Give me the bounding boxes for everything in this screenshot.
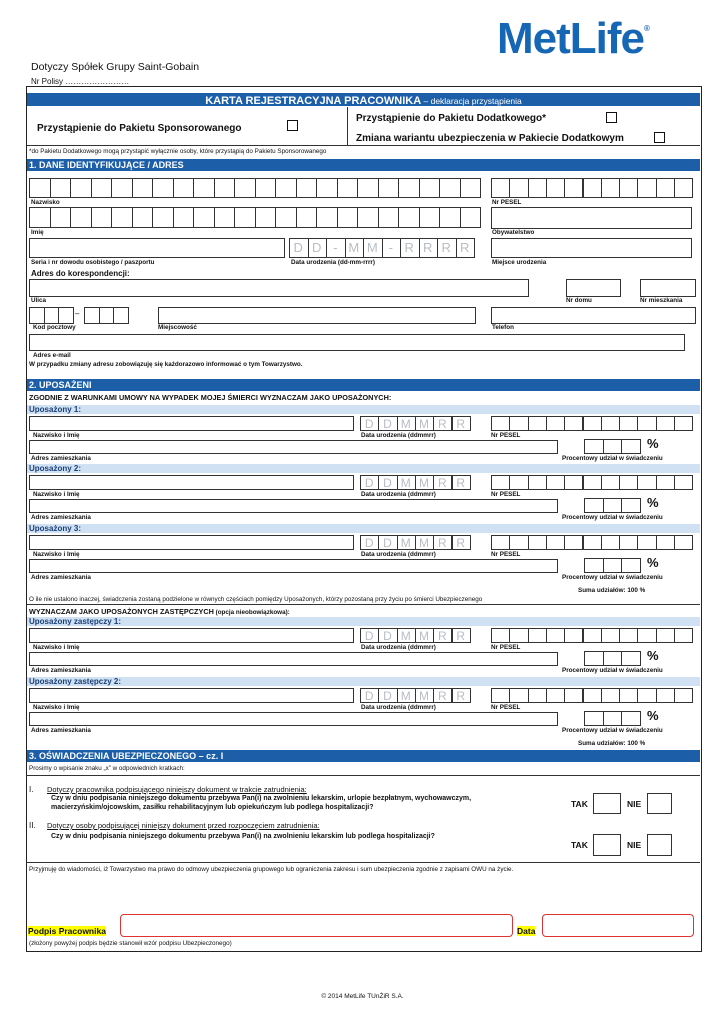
first-name-cell[interactable] xyxy=(337,207,359,228)
surname-label: Nazwisko xyxy=(31,199,60,206)
q2-heading: Dotyczy osoby podpisującej niniejszy dokument przed rozpoczęciem zatrudnienia: xyxy=(47,821,320,830)
divider xyxy=(27,862,700,863)
beneficiary-1-share-label: Procentowy udział w świadczeniu xyxy=(562,455,663,462)
substitute-2-birth-date-placeholder: D xyxy=(383,689,392,703)
pesel-cell[interactable] xyxy=(637,178,656,198)
substitutes-intro: WYZNACZAM JAKO UPOSAŻONYCH ZASTĘPCZYCH (opcja nieobowiązkowa): xyxy=(29,607,290,616)
substitute-2-pesel-cell[interactable] xyxy=(564,688,583,703)
beneficiary-1-pesel-cell[interactable] xyxy=(509,416,528,431)
substitute-2-pesel-cell[interactable] xyxy=(491,688,510,703)
beneficiary-3-pesel-cell[interactable] xyxy=(656,535,675,550)
surname-cell[interactable] xyxy=(50,178,72,198)
first-name-cell[interactable] xyxy=(357,207,379,228)
surname-cell[interactable] xyxy=(316,178,338,198)
beneficiary-3-name-label: Nazwisko i Imię xyxy=(33,551,80,558)
q1-yes-checkbox[interactable] xyxy=(593,793,621,814)
beneficiary-1-pesel-cell[interactable] xyxy=(637,416,656,431)
metlife-logo: MetLife® xyxy=(497,14,650,63)
id-document-label: Seria i nr dowodu osobistego / paszportu xyxy=(31,259,155,266)
correspondence-label: Adres do korespondencji: xyxy=(31,269,130,278)
street-label: Ulica xyxy=(31,297,47,304)
birth-date-placeholder: R xyxy=(404,240,414,255)
substitute-1-address-label: Adres zamieszkania xyxy=(31,667,91,674)
substitute-1-header: Uposażony zastępczy 1: xyxy=(27,617,700,626)
beneficiary-2-pesel-label: Nr PESEL xyxy=(491,491,521,498)
surname-cell[interactable] xyxy=(357,178,379,198)
beneficiary-1-birth-date-placeholder: D xyxy=(364,417,374,431)
birth-date-placeholder: R xyxy=(423,240,433,255)
beneficiary-2-birth-date-label: Data urodzenia (ddmmrr) xyxy=(361,491,436,498)
substitute-2-header: Uposażony zastępczy 2: xyxy=(27,677,700,686)
beneficiary-1-name-field[interactable] xyxy=(29,416,354,431)
surname-cell[interactable] xyxy=(337,178,359,198)
phone-field[interactable] xyxy=(491,307,696,324)
substitute-1-pesel-cell[interactable] xyxy=(564,628,583,643)
pesel-label: Nr PESEL xyxy=(492,199,522,206)
pesel-cell[interactable] xyxy=(509,178,528,198)
options-footnote: *do Pakietu Dodatkowego mogą przystąpić wyłącznie osoby, które przystąpią do Pakietu Sponsorowanego xyxy=(29,148,327,155)
substitute-2-address-field[interactable] xyxy=(29,712,558,726)
first-name-label: Imię xyxy=(31,229,44,236)
policy-line: Nr Polisy …………………… xyxy=(31,77,130,86)
birth-date-placeholder: M xyxy=(348,240,360,255)
substitute-2-pesel-cell[interactable] xyxy=(528,688,547,703)
birth-date-placeholder: R xyxy=(460,240,470,255)
beneficiary-2-birth-date-placeholder: R xyxy=(456,476,465,490)
beneficiary-2-birth-date-placeholder: D xyxy=(383,476,392,490)
first-name-cell[interactable] xyxy=(50,207,72,228)
phone-label: Telefon xyxy=(492,324,514,331)
beneficiary-3-birth-date-placeholder: D xyxy=(383,536,392,550)
beneficiary-3-pesel-cell[interactable] xyxy=(564,535,583,550)
divider xyxy=(27,604,700,605)
substitute-1-pesel-cell[interactable] xyxy=(637,628,656,643)
substitute-1-pesel-label: Nr PESEL xyxy=(491,644,521,651)
substitute-2-pesel-cell[interactable] xyxy=(619,688,638,703)
first-name-cell[interactable] xyxy=(132,207,154,228)
substitute-2-share-label: Procentowy udział w świadczeniu xyxy=(562,727,663,734)
beneficiary-2-pesel-cell[interactable] xyxy=(637,475,656,490)
first-name-cell[interactable] xyxy=(460,207,482,228)
date-label: Data xyxy=(517,926,536,936)
q1-question-line2: macierzyńskim/ojcowskim, zasiłku rehabilitacyjnym lub opiekuńczym lub podlega hospitalizacji? xyxy=(51,804,374,811)
substitute-1-birth-date-placeholder: M xyxy=(400,629,411,643)
surname-cell[interactable] xyxy=(173,178,195,198)
substitute-1-pesel-cell[interactable] xyxy=(491,628,510,643)
beneficiary-2-pesel-cell[interactable] xyxy=(619,475,638,490)
substitute-1-birth-date-placeholder: D xyxy=(383,629,392,643)
beneficiary-2-pesel-cell[interactable] xyxy=(491,475,510,490)
first-name-cell[interactable] xyxy=(398,207,420,228)
beneficiary-3-pesel-cell[interactable] xyxy=(583,535,602,550)
substitute-2-birth-date-placeholder: R xyxy=(438,689,447,703)
option-sponsored-label: Przystąpienie do Pakietu Sponsorowanego xyxy=(37,123,242,134)
substitute-1-share-cell[interactable] xyxy=(621,651,641,666)
beneficiary-2-birth-date-placeholder: M xyxy=(419,476,430,490)
substitute-1-birth-date-placeholder: R xyxy=(456,629,465,643)
form-title: KARTA REJESTRACYJNA PRACOWNIKA – deklaracja przystąpienia xyxy=(27,93,700,106)
beneficiary-1-birth-date-placeholder: R xyxy=(438,417,447,431)
q2-yes-label: TAK xyxy=(571,840,588,850)
substitute-2-pesel-cell[interactable] xyxy=(509,688,528,703)
substitute-2-name-field[interactable] xyxy=(29,688,354,703)
substitute-2-birth-date-placeholder: D xyxy=(364,689,374,703)
substitute-2-pesel-cell[interactable] xyxy=(601,688,620,703)
beneficiary-1-pesel-cell[interactable] xyxy=(619,416,638,431)
birth-date-placeholder: - xyxy=(333,240,338,255)
company-line: Dotyczy Spółek Grupy Saint-Gobain xyxy=(31,61,200,73)
q1-number: I. xyxy=(29,785,34,794)
section3-intro: Prosimy o wpisanie znaku „x” w odpowiednich kratkach: xyxy=(29,765,185,772)
postal-code-label: Kod pocztowy xyxy=(33,324,76,331)
beneficiary-2-birth-date-placeholder: D xyxy=(364,476,374,490)
beneficiary-1-birth-date-placeholder: D xyxy=(383,417,392,431)
surname-cell[interactable] xyxy=(296,178,318,198)
beneficiary-1-pesel-cell[interactable] xyxy=(674,416,693,431)
house-number-label: Nr domu xyxy=(566,297,592,304)
apartment-number-label: Nr mieszkania xyxy=(640,297,683,304)
postal-dash: – xyxy=(75,309,80,318)
surname-cell[interactable] xyxy=(91,178,113,198)
beneficiary-3-address-label: Adres zamieszkania xyxy=(31,574,91,581)
beneficiary-3-pesel-cell[interactable] xyxy=(491,535,510,550)
beneficiary-3-percent-sign: % xyxy=(647,555,659,570)
substitute-1-percent-sign: % xyxy=(647,648,659,663)
beneficiary-2-pesel-cell[interactable] xyxy=(674,475,693,490)
email-label: Adres e-mail xyxy=(33,352,71,359)
substitute-1-address-field[interactable] xyxy=(29,652,558,666)
birth-date-placeholder: D xyxy=(312,240,322,255)
birth-date-placeholder: D xyxy=(293,240,303,255)
beneficiary-2-percent-sign: % xyxy=(647,495,659,510)
substitute-1-pesel-cell[interactable] xyxy=(674,628,693,643)
beneficiary-3-address-field[interactable] xyxy=(29,559,558,573)
q1-heading: Dotyczy pracownika podpisującego niniejszy dokument w trakcie zatrudnienia: xyxy=(47,785,307,794)
acknowledgement: Przyjmuję do wiadomości, iż Towarzystwo ma prawo do odmowy ubezpieczenia grupowego lub ograniczenia zakresu i sum ubezpieczenia zgodnie z zapisami OWU na życie. xyxy=(29,866,514,873)
beneficiary-2-pesel-cell[interactable] xyxy=(656,475,675,490)
beneficiary-2-name-label: Nazwisko i Imię xyxy=(33,491,80,498)
q1-question-line1: Czy w dniu podpisania niniejszego dokumentu przebywa Pan(i) na zwolnieniu lekarskim, urlopie bezpłatnym, wychowawczym, xyxy=(51,795,472,802)
beneficiary-1-name-label: Nazwisko i Imię xyxy=(33,432,80,439)
surname-cell[interactable] xyxy=(234,178,256,198)
pesel-cell[interactable] xyxy=(674,178,693,198)
section2-header: 2. UPOSAŻENI xyxy=(27,379,700,391)
surname-cell[interactable] xyxy=(419,178,441,198)
surname-cell[interactable] xyxy=(193,178,215,198)
signature-note: (złożony powyżej podpis będzie stanowił wzór podpisu Ubezpieczonego) xyxy=(29,940,232,947)
substitute-1-pesel-cell[interactable] xyxy=(656,628,675,643)
postal-code-a-cell[interactable] xyxy=(58,307,74,324)
id-document-field[interactable] xyxy=(29,238,285,258)
substitute-2-name-label: Nazwisko i Imię xyxy=(33,704,80,711)
beneficiary-3-birth-date-placeholder: D xyxy=(364,536,374,550)
q2-no-label: NIE xyxy=(627,840,642,850)
q1-no-label: NIE xyxy=(627,799,642,809)
option-sponsored-checkbox[interactable] xyxy=(287,120,298,131)
substitute-1-birth-date-label: Data urodzenia (ddmmrr) xyxy=(361,644,436,651)
beneficiary-3-header: Uposażony 3: xyxy=(27,524,700,533)
beneficiary-2-pesel-cell[interactable] xyxy=(583,475,602,490)
pesel-cell[interactable] xyxy=(491,178,510,198)
beneficiary-2-pesel-cell[interactable] xyxy=(546,475,565,490)
first-name-cell[interactable] xyxy=(193,207,215,228)
first-name-cell[interactable] xyxy=(275,207,297,228)
substitute-1-birth-date-placeholder: M xyxy=(419,629,430,643)
first-name-cell[interactable] xyxy=(234,207,256,228)
substitute-2-pesel-cell[interactable] xyxy=(546,688,565,703)
beneficiary-1-address-label: Adres zamieszkania xyxy=(31,455,91,462)
substitute-1-pesel-cell[interactable] xyxy=(601,628,620,643)
beneficiary-3-pesel-cell[interactable] xyxy=(637,535,656,550)
substitute-1-pesel-cell[interactable] xyxy=(528,628,547,643)
shares-sum-1: Suma udziałów: 100 % xyxy=(578,587,646,594)
substitute-2-share-cell[interactable] xyxy=(621,711,641,726)
option-variant-label: Zmiana wariantu ubezpieczenia w Pakiecie Dodatkowym xyxy=(356,133,624,144)
birth-date-placeholder: R xyxy=(441,240,451,255)
beneficiary-1-pesel-cell[interactable] xyxy=(656,416,675,431)
beneficiary-2-birth-date-placeholder: M xyxy=(400,476,411,490)
substitute-1-name-label: Nazwisko i Imię xyxy=(33,644,80,651)
substitute-2-address-label: Adres zamieszkania xyxy=(31,727,91,734)
surname-cell[interactable] xyxy=(255,178,277,198)
birth-date-placeholder: M xyxy=(366,240,378,255)
substitute-1-name-field[interactable] xyxy=(29,628,354,643)
beneficiary-1-pesel-cell[interactable] xyxy=(583,416,602,431)
beneficiary-1-pesel-cell[interactable] xyxy=(601,416,620,431)
beneficiary-1-percent-sign: % xyxy=(647,436,659,451)
citizenship-field[interactable] xyxy=(491,207,692,229)
beneficiary-2-share-cell[interactable] xyxy=(603,498,623,513)
option-additional-label: Przystąpienie do Pakietu Dodatkowego* xyxy=(356,113,547,124)
surname-cell[interactable] xyxy=(398,178,420,198)
first-name-cell[interactable] xyxy=(214,207,236,228)
beneficiary-3-birth-date-label: Data urodzenia (ddmmrr) xyxy=(361,551,436,558)
substitute-1-pesel-cell[interactable] xyxy=(619,628,638,643)
substitute-2-pesel-label: Nr PESEL xyxy=(491,704,521,711)
beneficiary-3-share-cell[interactable] xyxy=(584,558,604,573)
first-name-cell[interactable] xyxy=(255,207,277,228)
footer-copyright: © 2014 MetLife TUnŻiR S.A. xyxy=(321,993,404,1000)
beneficiary-3-birth-date-placeholder: M xyxy=(419,536,430,550)
surname-cell[interactable] xyxy=(460,178,482,198)
beneficiary-3-share-cell[interactable] xyxy=(621,558,641,573)
postal-code-a-cell[interactable] xyxy=(29,307,45,324)
pesel-cell[interactable] xyxy=(528,178,547,198)
beneficiary-2-share-label: Procentowy udział w świadczeniu xyxy=(562,514,663,521)
substitute-1-share-cell[interactable] xyxy=(584,651,604,666)
beneficiary-1-pesel-cell[interactable] xyxy=(528,416,547,431)
beneficiary-1-birth-date-placeholder: R xyxy=(456,417,465,431)
email-field[interactable] xyxy=(29,334,685,351)
citizenship-label: Obywatelstwo xyxy=(492,229,535,236)
substitute-2-pesel-cell[interactable] xyxy=(674,688,693,703)
beneficiary-1-share-cell[interactable] xyxy=(584,439,604,454)
q2-yes-checkbox[interactable] xyxy=(593,834,621,856)
beneficiary-3-pesel-cell[interactable] xyxy=(619,535,638,550)
pesel-cell[interactable] xyxy=(601,178,620,198)
apartment-number-field[interactable] xyxy=(640,279,696,297)
options-divider xyxy=(347,107,348,145)
beneficiary-3-birth-date-placeholder: M xyxy=(400,536,411,550)
equal-split-note: O ile nie ustalono inaczej, świadczenia zostaną podzielone w równych częściach pomiędzy Uposażonych, którzy pozostaną przy życiu po śmierci Ubezpieczenego xyxy=(29,596,483,603)
substitute-2-pesel-cell[interactable] xyxy=(637,688,656,703)
postal-code-a-cell[interactable] xyxy=(44,307,60,324)
city-label: Miejscowość xyxy=(158,324,197,331)
beneficiary-2-header: Uposażony 2: xyxy=(27,464,700,473)
address-change-note: W przypadku zmiany adresu zobowiązuję się każdorazowo informować o tym Towarzystwo. xyxy=(29,361,303,368)
first-name-cell[interactable] xyxy=(439,207,461,228)
beneficiary-1-birth-date-placeholder: M xyxy=(400,417,411,431)
surname-cell[interactable] xyxy=(29,178,51,198)
beneficiary-1-birth-date-placeholder: M xyxy=(419,417,430,431)
first-name-cell[interactable] xyxy=(91,207,113,228)
substitute-2-pesel-cell[interactable] xyxy=(656,688,675,703)
substitute-2-pesel-cell[interactable] xyxy=(583,688,602,703)
q2-question: Czy w dniu podpisania niniejszego dokumentu przebywa Pan(i) na zwolnieniu lekarskim lub podlega hospitalizacji? xyxy=(51,833,435,840)
beneficiary-1-share-cell[interactable] xyxy=(603,439,623,454)
pesel-cell[interactable] xyxy=(564,178,583,198)
surname-cell[interactable] xyxy=(214,178,236,198)
beneficiary-2-address-field[interactable] xyxy=(29,499,558,513)
beneficiary-3-share-label: Procentowy udział w świadczeniu xyxy=(562,574,663,581)
beneficiary-3-birth-date-placeholder: R xyxy=(438,536,447,550)
beneficiary-1-pesel-cell[interactable] xyxy=(546,416,565,431)
beneficiary-1-pesel-cell[interactable] xyxy=(564,416,583,431)
first-name-cell[interactable] xyxy=(296,207,318,228)
substitute-1-birth-date-placeholder: D xyxy=(364,629,374,643)
substitute-2-birth-date-placeholder: M xyxy=(419,689,430,703)
beneficiary-1-pesel-cell[interactable] xyxy=(491,416,510,431)
q1-no-checkbox[interactable] xyxy=(647,793,672,814)
substitute-1-share-label: Procentowy udział w świadczeniu xyxy=(562,667,663,674)
birthplace-field[interactable] xyxy=(491,238,692,258)
q1-yes-label: TAK xyxy=(571,799,588,809)
beneficiary-2-birth-date-placeholder: R xyxy=(438,476,447,490)
substitute-2-birth-date-placeholder: M xyxy=(400,689,411,703)
beneficiary-3-name-field[interactable] xyxy=(29,535,354,550)
pesel-cell[interactable] xyxy=(656,178,675,198)
postal-code-b-cell[interactable] xyxy=(99,307,115,324)
first-name-cell[interactable] xyxy=(419,207,441,228)
substitute-2-share-cell[interactable] xyxy=(603,711,623,726)
beneficiary-2-share-cell[interactable] xyxy=(584,498,604,513)
substitute-1-pesel-cell[interactable] xyxy=(546,628,565,643)
house-number-field[interactable] xyxy=(566,279,621,297)
beneficiary-3-pesel-label: Nr PESEL xyxy=(491,551,521,558)
postal-code-b-cell[interactable] xyxy=(113,307,129,324)
surname-cell[interactable] xyxy=(70,178,92,198)
date-field[interactable] xyxy=(542,914,694,937)
substitute-2-share-cell[interactable] xyxy=(584,711,604,726)
q2-no-checkbox[interactable] xyxy=(647,834,672,856)
birth-date-label: Data urodzenia (dd-mm-rrrr) xyxy=(291,259,375,266)
surname-cell[interactable] xyxy=(378,178,400,198)
divider xyxy=(27,775,700,776)
first-name-cell[interactable] xyxy=(111,207,133,228)
beneficiary-2-pesel-cell[interactable] xyxy=(509,475,528,490)
section3-header: 3. OŚWIADCZENIA UBEZPIECZONEGO – cz. I xyxy=(27,750,700,762)
street-field[interactable] xyxy=(29,279,529,297)
surname-cell[interactable] xyxy=(439,178,461,198)
surname-cell[interactable] xyxy=(111,178,133,198)
beneficiary-2-pesel-cell[interactable] xyxy=(528,475,547,490)
q2-number: II. xyxy=(29,821,36,830)
postal-code-b-cell[interactable] xyxy=(84,307,100,324)
first-name-cell[interactable] xyxy=(152,207,174,228)
first-name-cell[interactable] xyxy=(378,207,400,228)
substitute-1-pesel-cell[interactable] xyxy=(583,628,602,643)
beneficiary-3-share-cell[interactable] xyxy=(603,558,623,573)
beneficiary-1-share-cell[interactable] xyxy=(621,439,641,454)
beneficiaries-intro: ZGODNIE Z WARUNKAMI UMOWY NA WYPADEK MOJEJ ŚMIERCI WYZNACZAM JAKO UPOSAŻONYCH: xyxy=(29,393,392,402)
beneficiary-1-pesel-label: Nr PESEL xyxy=(491,432,521,439)
birth-date-placeholder: - xyxy=(388,240,393,255)
first-name-cell[interactable] xyxy=(70,207,92,228)
section1-header: 1. DANE IDENTYFIKUJĄCE / ADRES xyxy=(27,159,700,171)
surname-cell[interactable] xyxy=(152,178,174,198)
beneficiary-3-pesel-cell[interactable] xyxy=(528,535,547,550)
substitute-2-percent-sign: % xyxy=(647,708,659,723)
birthplace-label: Miejsce urodzenia xyxy=(492,259,547,266)
beneficiary-3-pesel-cell[interactable] xyxy=(509,535,528,550)
pesel-cell[interactable] xyxy=(583,178,602,198)
signature-label: Podpis Pracownika xyxy=(28,926,106,936)
beneficiary-1-address-field[interactable] xyxy=(29,440,558,454)
beneficiary-2-pesel-cell[interactable] xyxy=(564,475,583,490)
beneficiary-3-pesel-cell[interactable] xyxy=(546,535,565,550)
shares-sum-2: Suma udziałów: 100 % xyxy=(578,740,646,747)
substitute-2-birth-date-label: Data urodzenia (ddmmrr) xyxy=(361,704,436,711)
substitute-1-birth-date-placeholder: R xyxy=(438,629,447,643)
beneficiary-3-pesel-cell[interactable] xyxy=(674,535,693,550)
city-field[interactable] xyxy=(158,307,476,324)
surname-cell[interactable] xyxy=(275,178,297,198)
option-additional-checkbox[interactable] xyxy=(606,112,617,123)
beneficiary-1-header: Uposażony 1: xyxy=(27,405,700,414)
substitute-2-birth-date-placeholder: R xyxy=(456,689,465,703)
signature-field[interactable] xyxy=(120,914,513,937)
pesel-cell[interactable] xyxy=(546,178,565,198)
first-name-cell[interactable] xyxy=(316,207,338,228)
first-name-cell[interactable] xyxy=(29,207,51,228)
beneficiary-2-pesel-cell[interactable] xyxy=(601,475,620,490)
beneficiary-3-pesel-cell[interactable] xyxy=(601,535,620,550)
option-variant-checkbox[interactable] xyxy=(654,132,665,143)
beneficiary-2-address-label: Adres zamieszkania xyxy=(31,514,91,521)
beneficiary-3-birth-date-placeholder: R xyxy=(456,536,465,550)
surname-cell[interactable] xyxy=(132,178,154,198)
beneficiary-2-share-cell[interactable] xyxy=(621,498,641,513)
pesel-cell[interactable] xyxy=(619,178,638,198)
first-name-cell[interactable] xyxy=(173,207,195,228)
beneficiary-1-birth-date-label: Data urodzenia (ddmmrr) xyxy=(361,432,436,439)
substitute-1-share-cell[interactable] xyxy=(603,651,623,666)
beneficiary-2-name-field[interactable] xyxy=(29,475,354,490)
substitute-1-pesel-cell[interactable] xyxy=(509,628,528,643)
divider xyxy=(27,145,700,146)
